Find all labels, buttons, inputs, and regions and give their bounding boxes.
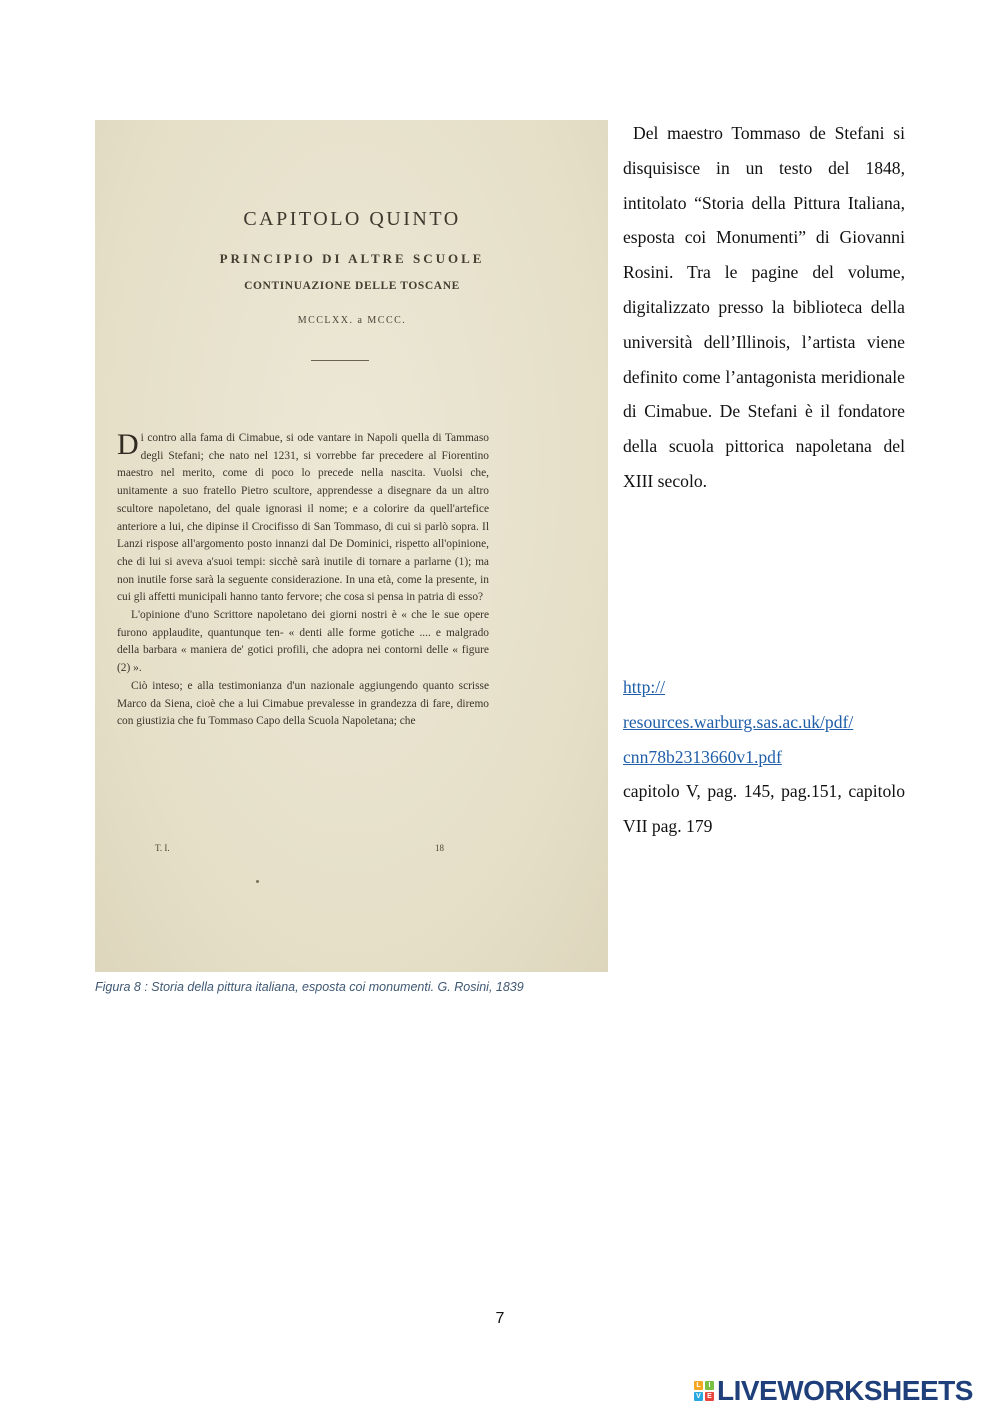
scan-speck [256,880,259,883]
logo-mark-icon [694,1381,714,1401]
scan-paragraph-1: i contro alla fama di Cimabue, si ode vantare in Napoli quella di Tammaso degli Stefani; che nato nel 1231, si vorrebbe far precedere al Fiorentino maestro nel merito, come di poco lo precede nella nascita. Vuolsi che, unitamente a suo fratello Pietro scultore, apprendesse a disegnare da un altro scultore napoletano, del quale ignorasi il nome; e a colorire da quell'artefice anteriore a lui, che dipinse il Crocifisso di San Tommaso, di cui si parlò sopra. Il Lanzi rispose all'argomento posto innanzi dal De Dominici, rispetto all'opinione, che di lui si aveva a'suoi tempi: sicchè sarà inutile di tornare a parlarne (1); ma non inutile forse sarà la seguente considerazione. In una età, come la presente, in cui gli affetti municipali hanno tanto fervore; che cosa si pensa in patria di esso? [117,432,489,604]
source-link-line-2[interactable]: resources.warburg.sas.ac.uk/pdf/ [623,711,854,732]
reference-block [623,670,905,844]
logo-mark-tile: V [694,1392,703,1401]
source-link-line-1[interactable]: http:// [623,677,666,697]
logo-text: LIVEWORKSHEETS [717,1375,973,1406]
liveworksheets-logo [694,1376,973,1406]
body-text-column [623,116,905,499]
scan-dates: MCCLXX. a MCCC. [297,315,407,326]
scan-dropcap: D [117,428,139,461]
body-paragraph: Del maestro Tommaso de Stefani si disquisisce in un testo del 1848, intitolato “Storia della Pittura Italiana, esposta coi Monumenti” di Giovanni Rosini. Tra le pagine del volume, digitalizzato presso la biblioteca della università dell’Illinois, l’artista viene definito come l’antagonista meridionale di Cimabue. De Stefani è il fondatore della scuola pittorica napoletana del XIII secolo. [623,123,905,491]
figure-caption: Figura 8 : Storia della pittura italiana, esposta coi monumenti. G. Rosini, 1839 [95,980,524,994]
scan-divider [311,360,369,361]
scan-subtitle: PRINCIPIO DI ALTRE SCUOLE [219,251,485,266]
scan-paragraph-2: L'opinione d'uno Scrittore napoletano dei giorni nostri è « che le sue opere furono applaudite, quantunque ten- « denti alle forme gotiche .... e malgrado della barbara « maniera de' gotici profili, che adopra nei contorni delle « figure (2) ». [117,609,489,675]
scan-footer-page: 18 [435,843,444,853]
page-references: capitolo V, pag. 145, pag.151, capitolo VII pag. 179 [623,781,905,837]
source-link-line-3[interactable]: cnn78b2313660v1.pdf [623,746,782,767]
scanned-book-page-image [95,120,608,972]
scan-footer-volume: T. I. [155,843,170,853]
logo-mark-tile: E [705,1392,714,1401]
scan-chapter-title: CAPITOLO QUINTO [243,208,461,230]
scan-subtitle-secondary: CONTINUAZIONE DELLE TOSCANE [244,280,460,292]
page-number: 7 [495,1310,505,1327]
scan-paragraph-3: Ciò inteso; e alla testimonianza d'un nazionale aggiungendo quanto scrisse Marco da Siena, cioè che a lui Cimabue prevalesse in grandezza di fare, diremo con giustizia che fu Tommaso Capo della Scuola Napoletana; che [117,679,489,728]
scan-body-text [117,430,489,731]
logo-mark-tile: L [694,1381,703,1390]
logo-mark-tile: I [705,1381,714,1390]
